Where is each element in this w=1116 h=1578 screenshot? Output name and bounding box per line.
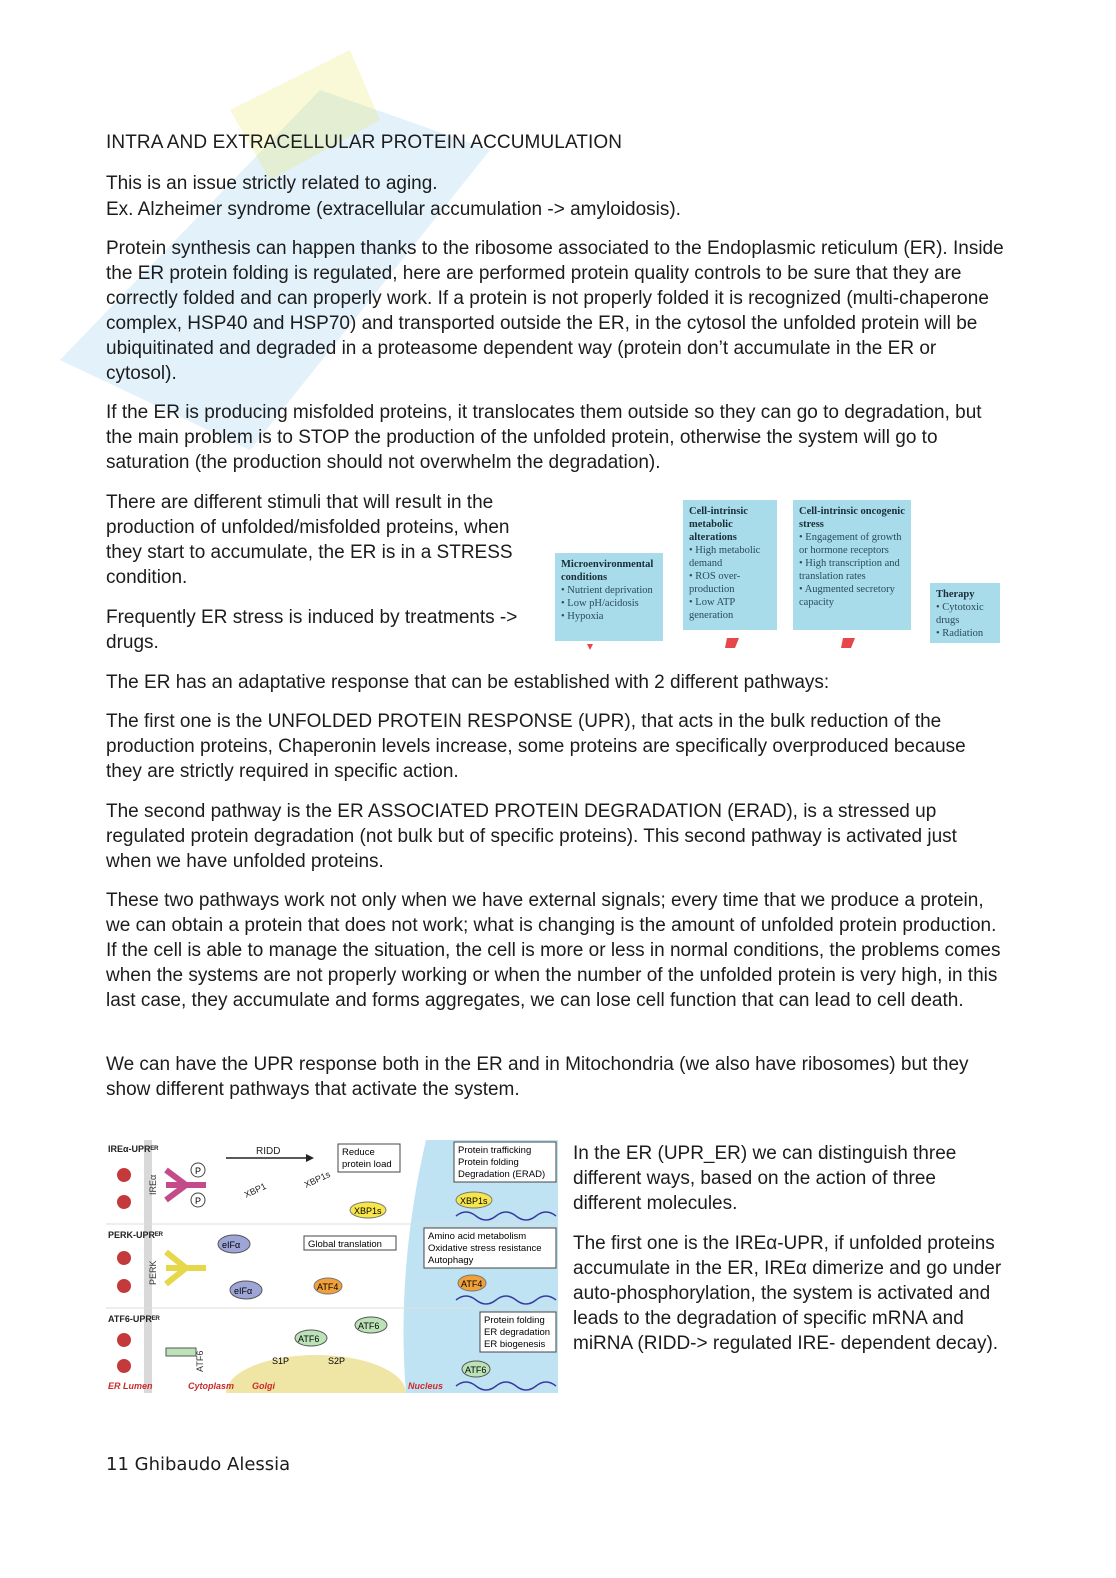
stimulus-heading: Microenvironmental conditions <box>561 559 654 583</box>
unfolded-protein-icon <box>117 1333 131 1347</box>
atf6-cleaved-label: ATF6 <box>358 1321 380 1331</box>
paragraph-aging: This is an issue strictly related to aging. <box>106 173 438 194</box>
arrow-tip-icon <box>587 644 593 650</box>
xbp1-label: XBP1 <box>242 1181 268 1200</box>
perk-upr-label: PERK-UPRᴱᴿ <box>108 1230 163 1240</box>
stimulus-item: • High transcription and translation rates <box>799 558 900 582</box>
s1p-label: S1P <box>272 1356 290 1366</box>
atf6-molecule-label: ATF6 <box>195 1350 205 1372</box>
perk-output-line: Oxidative stress resistance <box>428 1243 542 1254</box>
page-footer: 11 Ghibaudo Alessia <box>106 1454 291 1475</box>
stimulus-item: • Nutrient deprivation <box>561 585 653 596</box>
xbp1s-nuclear-label: XBP1s <box>460 1196 488 1206</box>
perk-output-line: Amino acid metabolism <box>428 1231 527 1242</box>
stimulus-item: • Radiation <box>936 628 984 639</box>
ire-output-line: Protein trafficking <box>458 1145 532 1156</box>
stimulus-item: • Augmented secretory capacity <box>799 584 895 608</box>
stimulus-item: • High metabolic demand <box>689 545 761 569</box>
atf6-output-line: ER biogenesis <box>484 1339 546 1350</box>
paragraph-misfolded: If the ER is producing misfolded proteins, it translocates them outside so they can go to degradation, but the main problem is to STOP the production of the unfolded protein, otherwise the system will go to saturation (the production should not overwhelm the degradation). <box>106 402 982 473</box>
paragraph-ire-upr: The first one is the IREα-UPR, if unfolded proteins accumulate in the ER, IREα dimerize and go under auto-phosphorylation, the system is activated and leads to the degradation of specific mRNA and miRNA (RIDD-> regulated IRE- dependent decay). <box>573 1233 1002 1354</box>
ire-upr-label: IREα-UPRᴱᴿ <box>108 1144 159 1154</box>
paragraph-protein-synthesis: Protein synthesis can happen thanks to the ribosome associated to the Endoplasmic reticulum (ER). Inside the ER protein folding is regulated, here are performed protein quality controls to be sure that they are correctly folded and can properly work. If a protein is not properly folded it is recognized (multi-chaperone complex, HSP40 and HSP70) and transported outside the ER, in the cytosol the unfolded protein will be ubiquitinated and degraded in a proteasome dependent way (protein don’t accumulate in the ER or cytosol). <box>106 238 1004 384</box>
stimulus-box-oncogenic <box>793 500 911 630</box>
paragraph-upr: The first one is the UNFOLDED PROTEIN RESPONSE (UPR), that acts in the bulk reduction of the production proteins, Chaperonin levels increase, some proteins are specifically overproduced because they are strictly required in specific action. <box>106 711 966 782</box>
er-lumen-label: ER Lumen <box>108 1381 153 1391</box>
ridd-label: RIDD <box>256 1146 281 1157</box>
xbp1s-protein-label: XBP1s <box>354 1206 382 1216</box>
paragraph-example: Ex. Alzheimer syndrome (extracellular accumulation -> amyloidosis). <box>106 199 681 220</box>
paragraph-adaptive-response: The ER has an adaptative response that can be established with 2 different pathways: <box>106 672 830 693</box>
phospho-label: P <box>195 1196 202 1206</box>
eif-label: eIFα <box>234 1286 253 1296</box>
stimulus-heading: Cell-intrinsic metabolic alterations <box>689 506 748 543</box>
atf6-receptor-icon <box>166 1348 196 1356</box>
s2p-label: S2P <box>328 1356 346 1366</box>
perk-molecule-label: PERK <box>148 1260 158 1285</box>
unfolded-protein-icon <box>117 1251 131 1265</box>
paragraph-upr-mitochondria: We can have the UPR response both in the ER and in Mitochondria (we also have ribosomes) but they show different pathways that activate the system. <box>106 1054 969 1100</box>
paragraph-upr-er-three-ways: In the ER (UPR_ER) we can distinguish three different ways, based on the action of three different molecules. <box>573 1143 957 1214</box>
stimulus-item: • Low ATP generation <box>689 597 735 621</box>
xbp1s-label: XBP1s <box>302 1169 332 1190</box>
atf4-label: ATF4 <box>317 1282 339 1292</box>
atf6-upr-label: ATF6-UPRᴱᴿ <box>108 1314 160 1324</box>
stimulus-item: • ROS over-production <box>689 571 741 595</box>
golgi-label: Golgi <box>252 1381 275 1391</box>
phospho-label: P <box>195 1166 202 1176</box>
unfolded-protein-icon <box>117 1279 131 1293</box>
atf6-output-line: ER degradation <box>484 1327 551 1338</box>
paragraph-erad: The second pathway is the ER ASSOCIATED PROTEIN DEGRADATION (ERAD), is a stressed up regulated protein degradation (not bulk but of specific proteins). This second pathway is activated just when we have unfolded proteins. <box>106 801 957 872</box>
eif-label: eIFα <box>222 1240 241 1250</box>
reduce-load-line: Reduce <box>342 1147 375 1158</box>
unfolded-protein-icon <box>117 1359 131 1373</box>
stimulus-item: • Low pH/acidosis <box>561 598 639 609</box>
atf4-nuclear-label: ATF4 <box>461 1279 483 1289</box>
stimulus-box-microenvironment <box>555 553 663 641</box>
stimulus-box-metabolic <box>683 500 777 630</box>
stimulus-heading: Cell-intrinsic oncogenic stress <box>799 506 905 530</box>
stimulus-item: • Engagement of growth or hormone receptors <box>799 532 902 556</box>
arrow-tip-icon <box>725 638 739 648</box>
perk-output-line: Autophagy <box>428 1255 474 1266</box>
atf6-output-line: Protein folding <box>484 1315 545 1326</box>
atf6-golgi-label: ATF6 <box>298 1334 320 1344</box>
page-title: INTRA AND EXTRACELLULAR PROTEIN ACCUMULATION <box>106 132 623 153</box>
unfolded-protein-icon <box>117 1195 131 1209</box>
paragraph-two-pathways: These two pathways work not only when we have external signals; every time that we produce a protein, we can obtain a protein that does not work; what is changing is the amount of unfolded protein production. If the cell is able to manage the situation, the cell is more or less in normal conditions, the problems comes when the systems are not properly working or when the number of the unfolded protein is very high, in this last case, they accumulate and forms aggregates, we can lose cell function that can lead to cell death. <box>106 890 1001 1011</box>
unfolded-protein-icon <box>117 1168 131 1182</box>
atf6-nuclear-label: ATF6 <box>465 1365 487 1375</box>
ire-output-line: Protein folding <box>458 1157 519 1168</box>
stimulus-item: • Hypoxia <box>561 611 604 622</box>
paragraph-drugs: Frequently ER stress is induced by treatments -> drugs. <box>106 607 518 653</box>
ire-molecule-label: IREα <box>148 1174 158 1195</box>
arrow-tip-icon <box>841 638 855 648</box>
reduce-load-line: protein load <box>342 1159 392 1170</box>
global-translation-label: Global translation <box>308 1239 382 1250</box>
perk-dimer-icon <box>166 1252 206 1284</box>
ire-output-line: Degradation (ERAD) <box>458 1169 546 1180</box>
stimulus-heading: Therapy <box>936 589 975 600</box>
nucleus-label: Nucleus <box>408 1381 444 1391</box>
paragraph-stimuli: There are different stimuli that will result in the production of unfolded/misfolded proteins, when they start to accumulate, the ER is in a STRESS condition. <box>106 492 513 588</box>
upr-pathways-figure <box>106 1140 558 1393</box>
cytoplasm-label: Cytoplasm <box>188 1381 235 1391</box>
stimulus-item: • Cytotoxic drugs <box>936 602 984 626</box>
stimulus-arrows <box>555 630 1005 652</box>
